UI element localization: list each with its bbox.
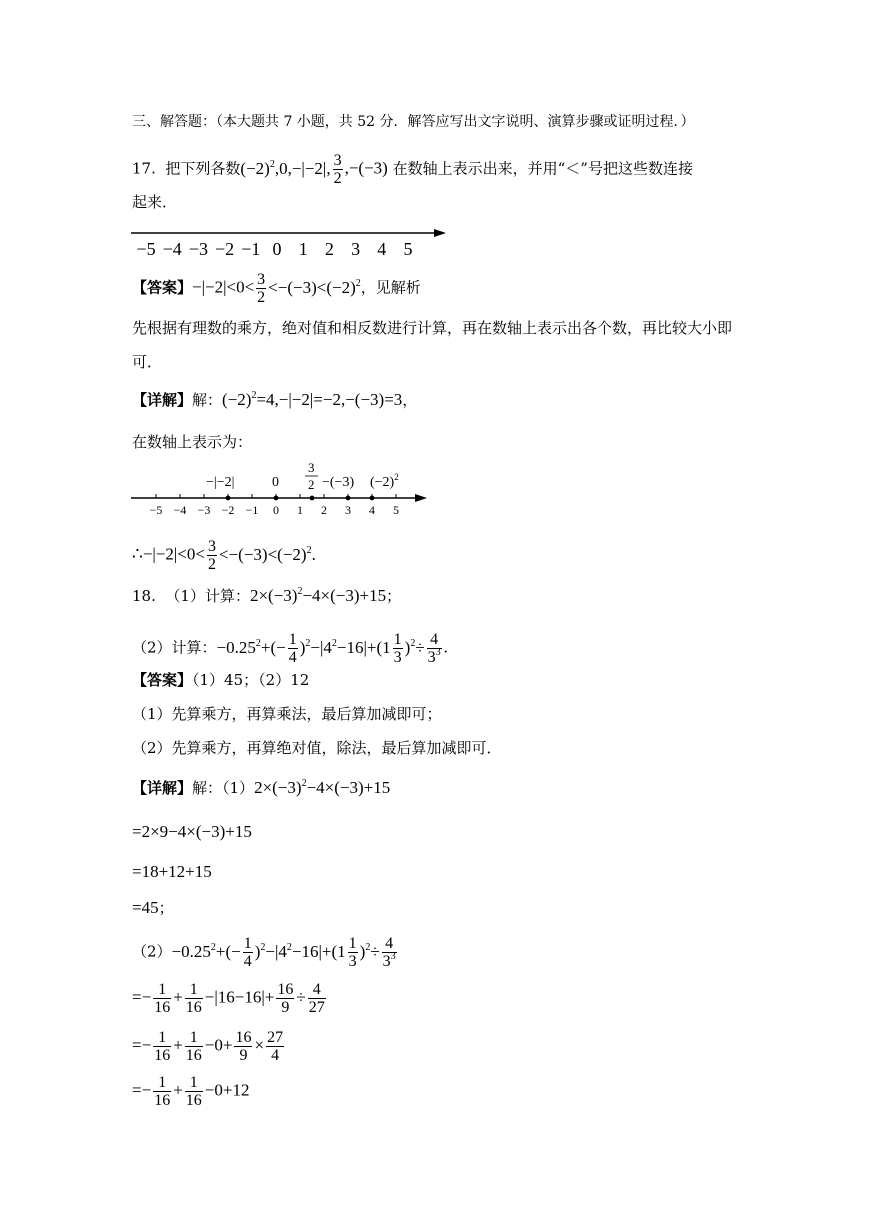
axis-tick-label: −5: [136, 239, 156, 259]
q18-answer: [132, 670, 309, 690]
q18-p2-frac2: $\frac{1}{3}$: [393, 631, 402, 666]
restate-frac1: $\frac{1}{4}$: [243, 935, 252, 970]
q17-statement: [132, 152, 693, 187]
q18-p2-restate: [132, 935, 399, 970]
label-frac-den: 2: [308, 477, 315, 492]
q18-p2-frac1: $\frac{1}{4}$: [288, 631, 297, 666]
q18-answer-text: （1）45；（2）12: [192, 671, 310, 689]
axis-tick-label: −5: [149, 503, 163, 517]
q18-p2-tail: .: [443, 637, 448, 657]
q18-p2-prefix: （2）: [132, 942, 172, 961]
label-frac-num: 3: [308, 460, 315, 475]
point-neg: [346, 496, 351, 501]
q18-number: 18.: [132, 587, 156, 605]
q18-p1-label: （1）计算：: [165, 587, 250, 605]
axis-tick-label: −2: [215, 239, 235, 259]
arrow-head-icon: [434, 229, 446, 237]
q18-step-2: =2×9−4×(−3)+15: [132, 822, 252, 841]
number-line-2: [128, 458, 438, 522]
point-zero: [274, 496, 279, 501]
q17-detail: [132, 390, 417, 410]
q18-part1: [132, 586, 401, 606]
q17-text-c: 起来．: [132, 193, 178, 211]
axis-tick-label: 0: [273, 503, 279, 517]
label-zero: 0: [272, 475, 279, 490]
q18-part2: [132, 631, 448, 666]
axis-tick-label: −1: [241, 239, 261, 259]
axis-tick-label: −1: [245, 503, 259, 517]
restate-frac3: $\frac{4}{3^3}$: [382, 935, 396, 970]
q18-s1-math: $2\times(-3)^2-4\times(-3)+15$: [254, 778, 391, 797]
number-line-1: [128, 224, 453, 260]
answer-label: 【答案】: [132, 278, 193, 297]
q18-p2-math-f: )$^2$÷: [404, 637, 425, 657]
axis-tick-label: 1: [298, 239, 308, 259]
q17-fraction: $\frac{3}{2}$: [333, 152, 342, 187]
point-frac: [310, 496, 315, 501]
q18-answer-label: 【答案】: [132, 671, 193, 689]
axis-labels: [136, 239, 412, 259]
q18-detail-label: 【详解】: [132, 779, 193, 797]
restate-frac2: $\frac{1}{3}$: [348, 935, 357, 970]
axis-tick-label: 1: [297, 503, 303, 517]
q17-math-tail: ,−(−3): [344, 158, 388, 178]
answer-fraction: $\frac{3}{2}$: [257, 271, 266, 306]
axis-tick-label: 3: [345, 503, 351, 517]
axis-tick-label: 0: [272, 239, 282, 259]
q18-t1: =− $\frac{1}{16}$ + $\frac{1}{16}$ −|16−16|+ $\frac{16}{9}$ ÷ $\frac{4}{27}$: [132, 981, 325, 1016]
label-abs: −|−2|: [206, 475, 235, 490]
q17-analysis-2: 可．: [132, 353, 163, 371]
q17-conclusion: [132, 538, 316, 573]
q18-analysis-1: （1）先算乘方，再算乘法，最后算加减即可；: [132, 705, 442, 723]
detail-label: 【详解】: [132, 391, 193, 409]
detail-math: $(-2)^2=4,-|-2|=-2,-(-3)=3$: [222, 390, 403, 409]
answer-math-b: $<-(-3)<(-2)^2$: [268, 277, 361, 297]
q18-p2-math: $-0.25^2+(-$: [216, 637, 286, 657]
axis-tick-label: −2: [221, 503, 235, 517]
q18-step-3: =18+12+15: [132, 862, 212, 881]
restate-math-f: )$^2$÷: [359, 941, 380, 961]
q18-p2-math-c: )$^2-|4^2-16|+(1$: [299, 637, 391, 657]
detail-prefix: 解：: [192, 391, 223, 409]
answer-tail: ，见解析: [360, 278, 421, 297]
q18-detail: [132, 778, 390, 798]
axis-tick-label: −4: [162, 239, 182, 259]
q17-text-b: 在数轴上表示出来，并用“＜”号把这些数连接: [392, 159, 693, 178]
q18-p1-math: $2\times(-3)^2-4\times(-3)+15$: [249, 586, 387, 605]
axis-tick-label: −4: [173, 503, 187, 517]
q17-number: 17.: [132, 159, 156, 178]
q17-text: 把下列各数: [165, 159, 241, 178]
conclusion-math: ∴−|−2|<0<: [132, 544, 205, 564]
section-header: 三、解答题：（本大题共 7 小题，共 52 分．解答应写出文字说明、演算步骤或证明过程．）: [132, 114, 695, 130]
q18-analysis-2: （2）先算乘方，再算绝对值，除法，最后算加减即可．: [132, 739, 502, 757]
detail-tail: ，: [402, 391, 418, 409]
restate-math-c: )$^2-|4^2-16|+(1$: [254, 941, 346, 961]
q18-step-4: =45；: [132, 898, 174, 917]
axis-tick-label: 2: [321, 503, 327, 517]
arrow-head-icon: [415, 494, 427, 502]
q18-p1-tail: ；: [386, 587, 402, 605]
label-neg: −(−3): [322, 475, 355, 490]
q17-answer: [132, 271, 421, 306]
axis-tick-label: 5: [403, 239, 413, 259]
point-sq: [370, 496, 375, 501]
q18-t3: =− $\frac{1}{16}$ + $\frac{1}{16}$ −0+12: [132, 1074, 250, 1109]
on-axis-text: 在数轴上表示为：: [132, 433, 253, 451]
q18-p2-frac3: $\frac{4}{3^3}$: [427, 631, 441, 666]
conclusion-fraction: $\frac{3}{2}$: [207, 538, 216, 573]
axis-tick-label: 5: [393, 503, 399, 517]
label-sq: $(-2)^2$: [370, 472, 399, 490]
q17-math: $(-2)^2,0,-|-2|$,: [240, 158, 331, 178]
axis-tick-label: −3: [188, 239, 208, 259]
q17-analysis-1: 先根据有理数的乘方，绝对值和相反数进行计算，再在数轴上表示出各个数，再比较大小即: [132, 319, 733, 337]
axis-tick-label: 4: [377, 239, 387, 259]
q18-p2-label: （2）计算：: [132, 638, 217, 657]
answer-math: −|−2|<0<: [192, 277, 255, 297]
restate-math-a: $-0.25^2+(-$: [171, 941, 241, 961]
point-abs: [226, 496, 231, 501]
axis-tick-label: −3: [197, 503, 211, 517]
q18-detail-prefix: 解：（1）: [192, 779, 255, 797]
axis-tick-label: 3: [351, 239, 361, 259]
conclusion-math-b: $<-(-3)<(-2)^2$.: [218, 544, 316, 564]
axis-tick-label: 2: [324, 239, 334, 259]
q18-t2: =− $\frac{1}{16}$ + $\frac{1}{16}$ −0+ $\frac{16}{9}$ × $\frac{27}{4}$: [132, 1029, 284, 1064]
axis-tick-label: 4: [369, 503, 375, 517]
